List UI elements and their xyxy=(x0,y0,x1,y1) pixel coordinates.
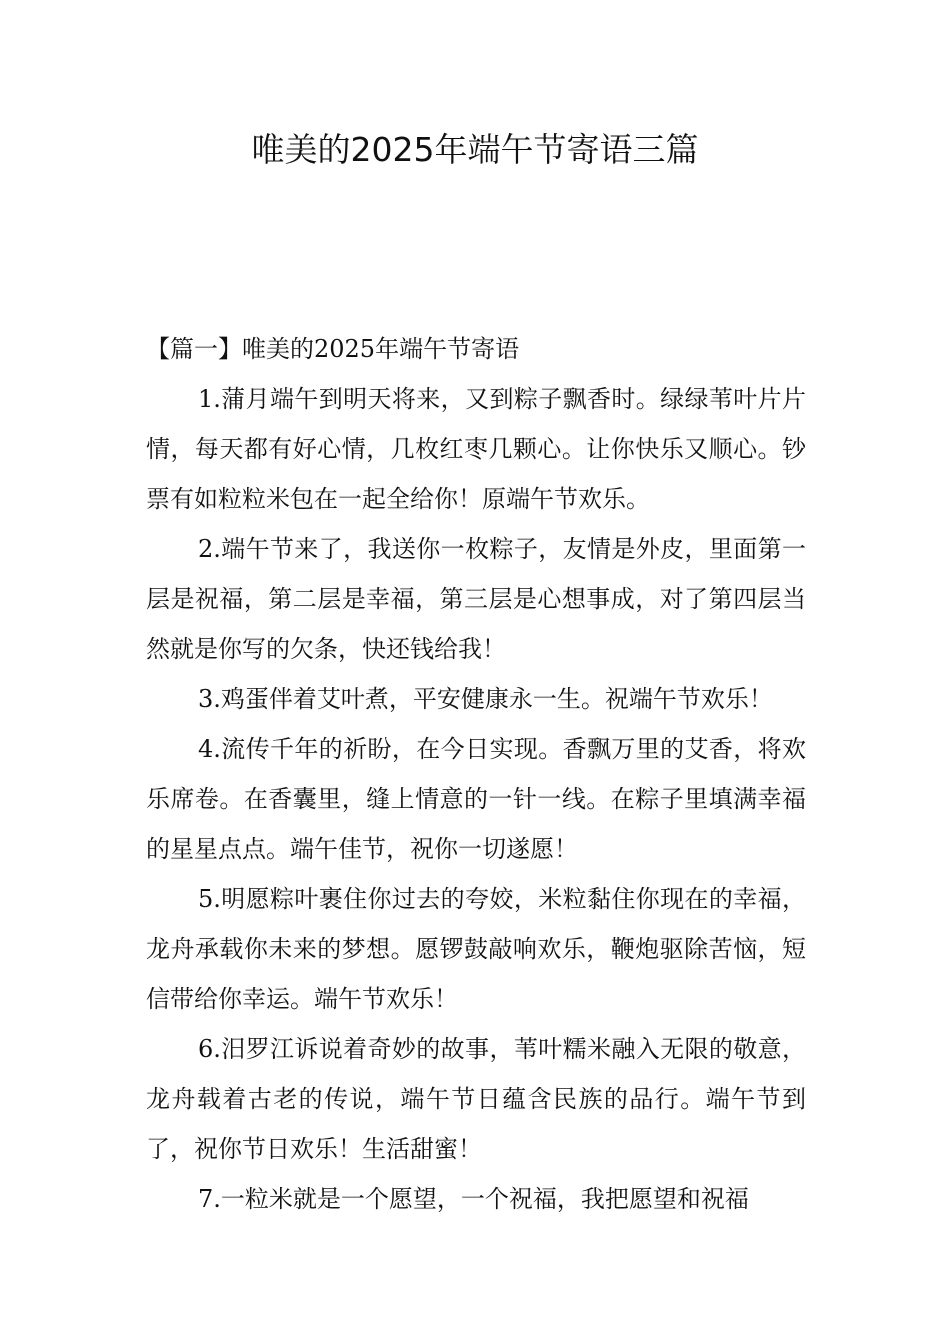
paragraph-3: 3.鸡蛋伴着艾叶煮，平安健康永一生。祝端午节欢乐！ xyxy=(198,685,773,713)
paragraph-1: 1.蒲月端午到明天将来，又到粽子飘香时。绿绿苇叶片片情，每天都有好心情，几枚红枣几颗心。让你快乐又顺心。钞票有如粒粒米包在一起全给你！原端午节欢乐。 xyxy=(146,385,806,513)
paragraph-4: 4.流传千年的祈盼，在今日实现。香飘万里的艾香，将欢乐席卷。在香囊里，缝上情意的一针一线。在粽子里填满幸福的星星点点。端午佳节，祝你一切遂愿！ xyxy=(146,735,806,863)
paragraph-7: 7.一粒米就是一个愿望，一个祝福，我把愿望和祝福 xyxy=(198,1185,749,1213)
document-title: 唯美的2025年端午节寄语三篇 xyxy=(251,130,699,169)
section-heading: 【篇一】唯美的2025年端午节寄语 xyxy=(146,335,520,363)
document-body xyxy=(146,324,806,1224)
paragraph-2: 2.端午节来了，我送你一枚粽子，友情是外皮，里面第一层是祝福，第二层是幸福，第三层是心想事成，对了第四层当然就是你写的欠条，快还钱给我！ xyxy=(146,535,806,663)
paragraph-5: 5.明愿粽叶裹住你过去的夸姣，米粒黏住你现在的幸福，龙舟承载你未来的梦想。愿锣鼓敲响欢乐，鞭炮驱除苦恼，短信带给你幸运。端午节欢乐！ xyxy=(146,885,806,1013)
paragraph-6: 6.汨罗江诉说着奇妙的故事，苇叶糯米融入无限的敬意，龙舟载着古老的传说，端午节日蕴含民族的品行。端午节到了，祝你节日欢乐！生活甜蜜！ xyxy=(146,1035,806,1163)
